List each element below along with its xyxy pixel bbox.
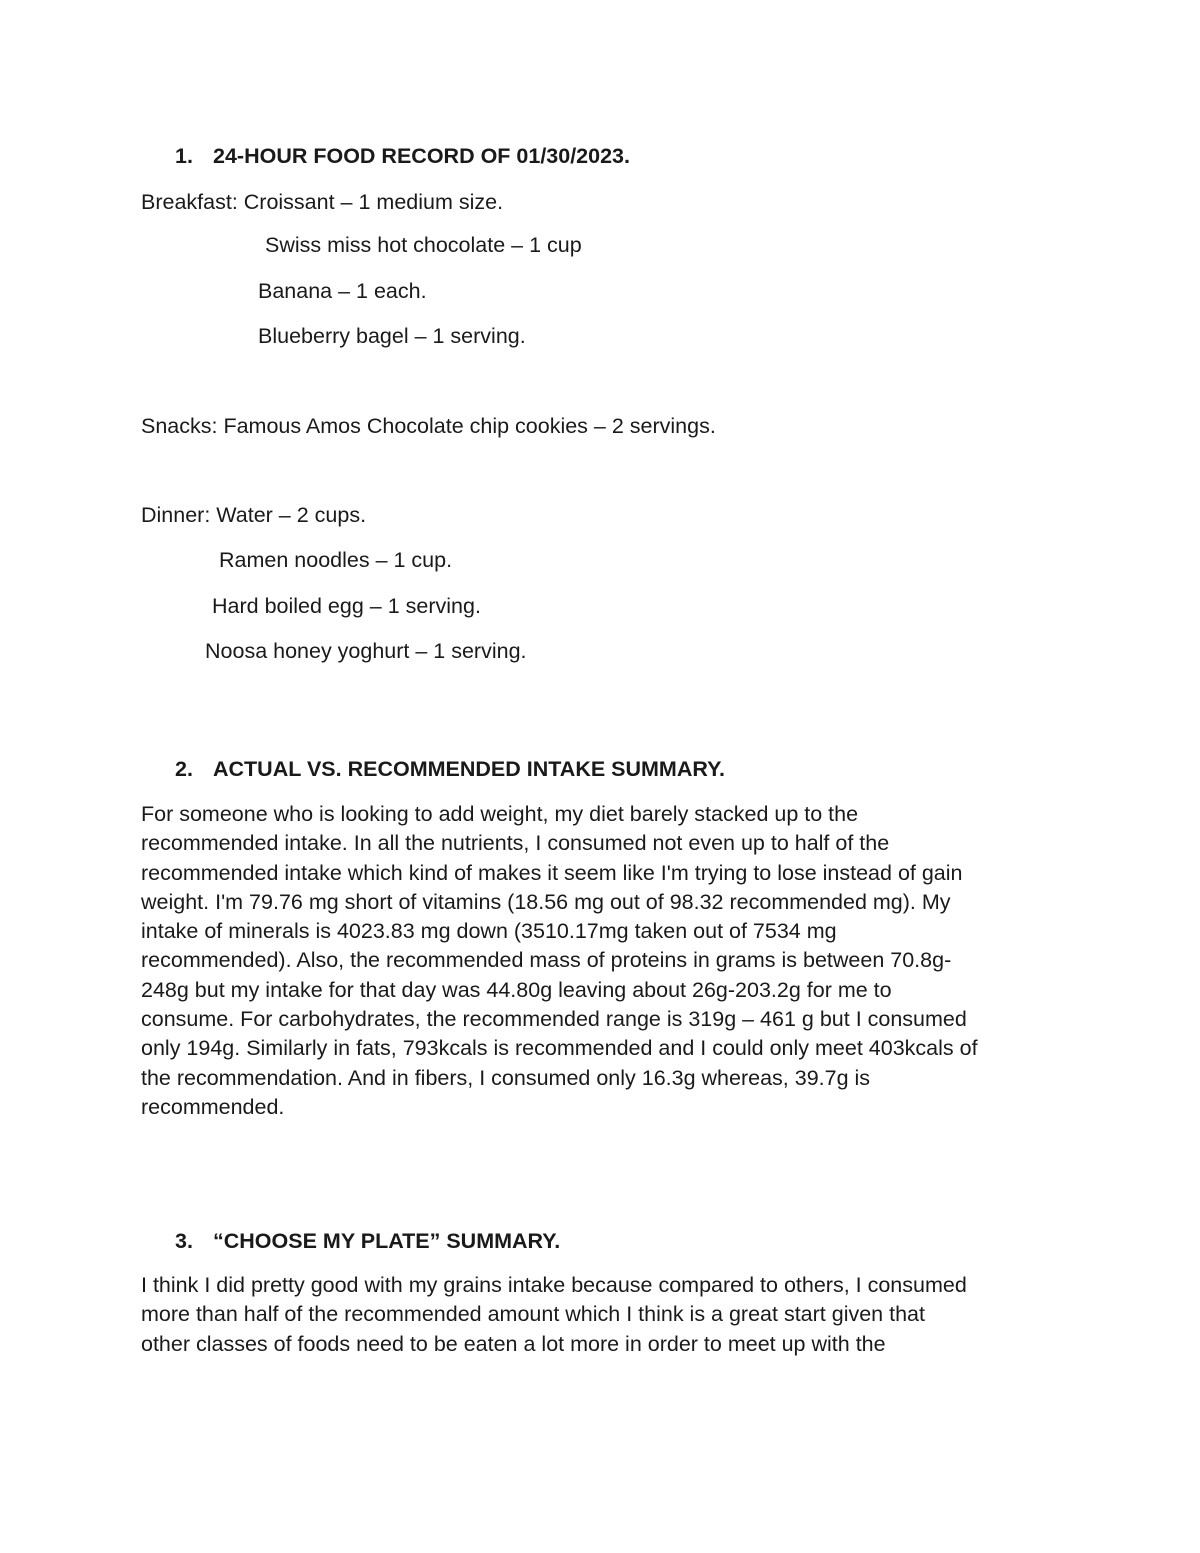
section-1-heading (175, 142, 630, 171)
paragraph-line: consume. For carbohydrates, the recommended range is 319g – 461 g but I consumed (141, 1007, 967, 1032)
section-3-title: “CHOOSE MY PLATE” SUMMARY. (213, 1229, 561, 1253)
paragraph-line: recommended). Also, the recommended mass of proteins in grams is between 70.8g- (141, 948, 952, 973)
dinner-item: Hard boiled egg – 1 serving. (212, 594, 481, 618)
dinner-line: Dinner: Water – 2 cups. (141, 503, 367, 527)
breakfast-item: Banana – 1 each. (258, 279, 427, 303)
breakfast-item: Swiss miss hot chocolate – 1 cup (265, 233, 582, 257)
section-3-number: 3. (175, 1229, 193, 1253)
section-2-number: 2. (175, 757, 193, 781)
paragraph-line: only 194g. Similarly in fats, 793kcals is recommended and I could only meet 403kcals of (141, 1036, 978, 1061)
section-2-paragraph (141, 800, 1071, 1122)
section-3-heading (175, 1227, 560, 1256)
paragraph-line: weight. I'm 79.76 mg short of vitamins (18.56 mg out of 98.32 recommended mg). My (141, 889, 951, 914)
paragraph-line: intake of minerals is 4023.83 mg down (3510.17mg taken out of 7534 mg (141, 919, 837, 944)
section-2-heading (175, 755, 725, 784)
snacks-line: Snacks: Famous Amos Chocolate chip cookies – 2 servings. (141, 414, 716, 438)
dinner-item: Noosa honey yoghurt – 1 serving. (205, 639, 527, 663)
breakfast-line: Breakfast: Croissant – 1 medium size. (141, 190, 504, 214)
dinner-item: Ramen noodles – 1 cup. (219, 548, 453, 572)
paragraph-line: more than half of the recommended amount which I think is a great start given that (141, 1302, 925, 1327)
paragraph-line: recommended intake. In all the nutrients, I consumed not even up to half of the (141, 831, 890, 856)
section-1-number: 1. (175, 144, 193, 168)
paragraph-line: 248g but my intake for that day was 44.80g leaving about 26g-203.2g for me to (141, 977, 892, 1002)
paragraph-line: other classes of foods need to be eaten a lot more in order to meet up with the (141, 1331, 886, 1356)
section-1-title: 24-HOUR FOOD RECORD OF 01/30/2023. (213, 144, 630, 168)
paragraph-line: I think I did pretty good with my grains intake because compared to others, I consumed (141, 1273, 967, 1297)
paragraph-line: the recommendation. And in fibers, I consumed only 16.3g whereas, 39.7g is (141, 1065, 871, 1090)
section-2-title: ACTUAL VS. RECOMMENDED INTAKE SUMMARY. (213, 757, 726, 781)
paragraph-line: recommended intake which kind of makes it seem like I'm trying to lose instead of gain (141, 860, 963, 885)
breakfast-item: Blueberry bagel – 1 serving. (258, 324, 526, 348)
section-3-paragraph (141, 1271, 1071, 1359)
paragraph-line: For someone who is looking to add weight, my diet barely stacked up to the (141, 802, 859, 826)
paragraph-line: recommended. (141, 1094, 285, 1119)
